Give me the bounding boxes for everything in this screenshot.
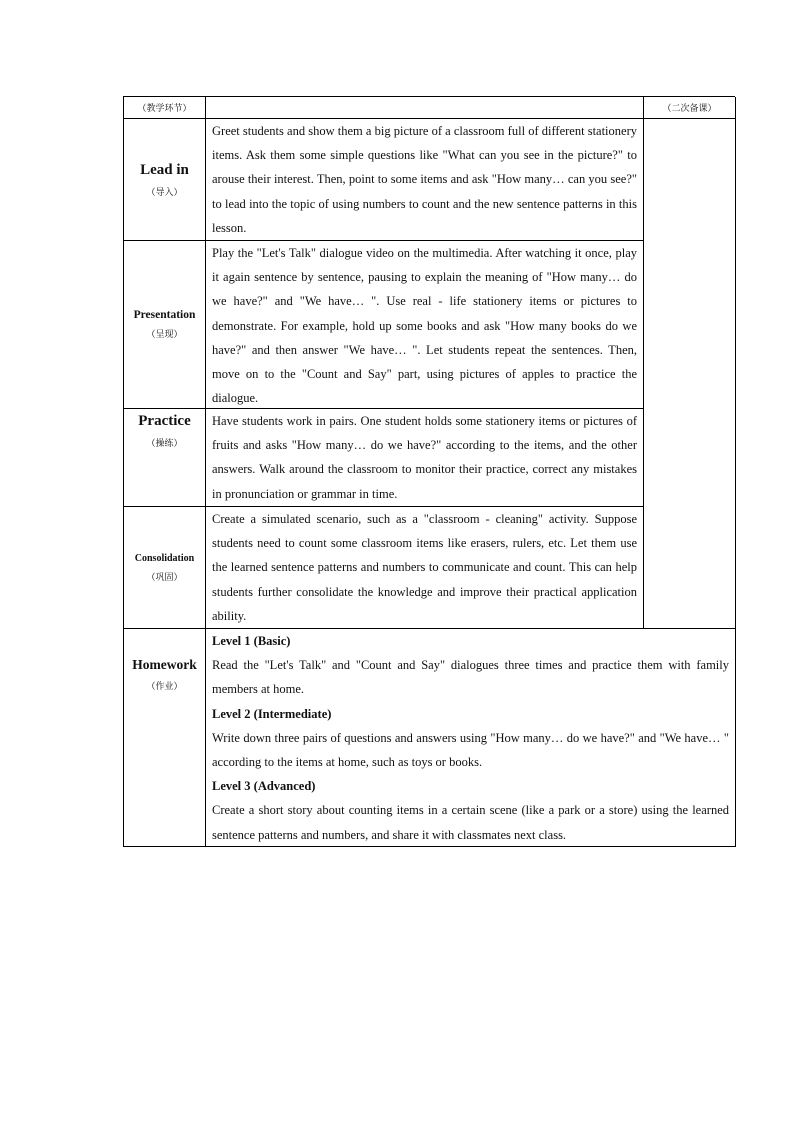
row-content-practice: Have students work in pairs. One student holds some stationery items or pictures of fruits and asks "How many… do we have?" according to the items, and the other answers. Walk around the classroom to monitor their practice, correct any mistakes in pronunciation or grammar in time. [206, 409, 644, 507]
row-label-presentation [124, 241, 206, 409]
lesson-plan-table [123, 96, 735, 847]
row-label-practice [124, 409, 206, 507]
homework-content [206, 629, 736, 847]
row-label-lead-in [124, 119, 206, 241]
label-cn: （导入） [146, 187, 183, 198]
table-header-row [123, 96, 735, 119]
row-label-consolidation [124, 507, 206, 629]
label-cn: （巩固） [146, 572, 183, 583]
label-en: Lead in [140, 161, 189, 178]
label-en: Consolidation [134, 552, 195, 564]
homework-level-text: Write down three pairs of questions and answers using "How many… do we have?" and "We have… " according to the items at home, such as toys or books. [212, 730, 729, 770]
row-content-consolidation: Create a simulated scenario, such as a "classroom - cleaning" activity. Suppose students need to count some classroom items like erasers, rulers, etc. Let them use the learned sentence patterns and numbers to communicate and count. This can help students further consolidate the knowledge and improve their practical application ability. [206, 507, 644, 629]
row-content-presentation: Play the "Let's Talk" dialogue video on the multimedia. After watching it once, play it again sentence by sentence, pausing to explain the meaning of "How many… do we have?" and "We have… ". Use real - life stationery items or pictures to demonstrate. For example, hold up some books and ask "How many books do we have?" and then answer "We have… ". Let students repeat the sentences. Then, move on to the "Count and Say" part, using pictures of apples to practice the dialogue. [206, 241, 644, 409]
label-en: Practice [138, 413, 191, 429]
homework-level-title: Level 2 (Intermediate) [212, 706, 332, 721]
label-cn: （作业） [146, 682, 183, 692]
label-en: Presentation [133, 309, 196, 321]
homework-level-title: Level 3 (Advanced) [212, 779, 316, 794]
label-en: Homework [132, 657, 197, 672]
label-cn: （操练） [146, 439, 183, 449]
homework-row [123, 629, 735, 847]
homework-level-text: Create a short story about counting items in a certain scene (like a park or a store) using the learned sentence patterns and numbers, and share it with classmates next class. [212, 803, 729, 842]
stages-block [123, 119, 735, 629]
homework-level-title: Level 1 (Basic) [212, 634, 291, 648]
header-content [206, 97, 644, 119]
header-teaching-stage: （教学环节） [124, 97, 206, 119]
secondary-prep-notes [644, 119, 736, 629]
label-cn: （呈现） [146, 330, 183, 340]
homework-level-text: Read the "Let's Talk" and "Count and Say" dialogues three times and practice them with family members at home. [212, 658, 729, 697]
header-secondary-prep: （二次备课） [644, 97, 736, 119]
row-label-homework [124, 629, 206, 847]
row-content-lead-in: Greet students and show them a big picture of a classroom full of different stationery items. Ask them some simple questions like "What can you see in the picture?" to arouse their interest. Then, point to some items and ask "How many… can you see?" to lead into the topic of using numbers to count and the new sentence patterns in this lesson. [206, 119, 644, 241]
